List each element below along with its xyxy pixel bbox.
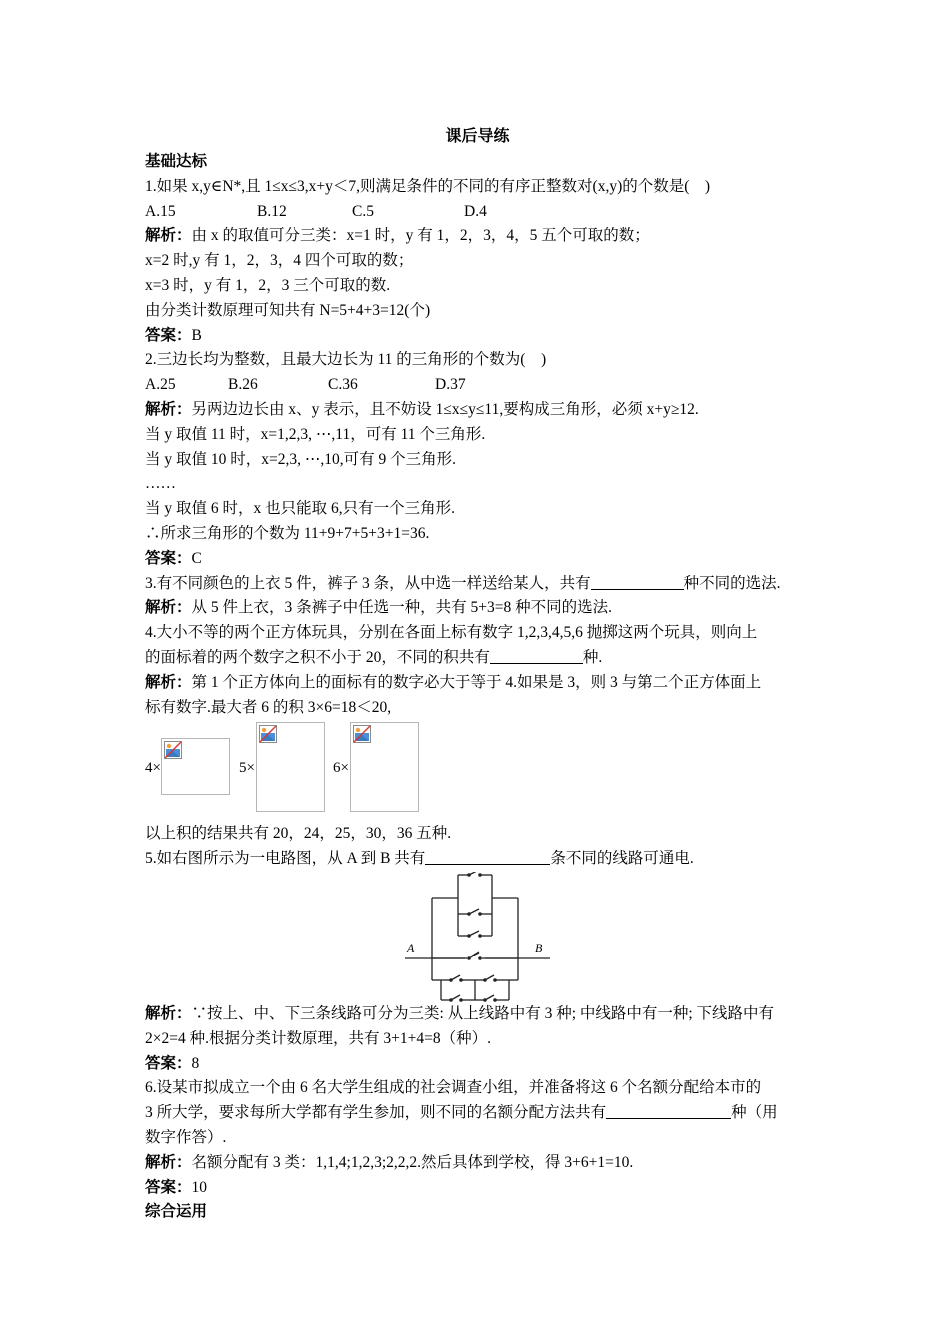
q5-stem-text: 5.如右图所示为一电路图，从 A 到 B 共有 [145, 850, 426, 868]
q4-stem-text-end: 种. [582, 648, 603, 666]
q4-stem-line: 4.大小不等的两个正方体玩具，分别在各面上标有数字 1,2,3,4,5,6 抛掷这两个玩具，则向上 [145, 624, 758, 642]
q4-table-image-placeholder [256, 722, 325, 812]
broken-image-icon [353, 725, 371, 743]
q2-answer-value: C [191, 549, 202, 567]
q4-table-image-placeholder [350, 722, 419, 812]
q3-analysis-text: 从 5 件上衣，3 条裤子中任选一种，共有 5+3=8 种不同的选法. [191, 599, 613, 617]
q6-analysis-line [145, 1151, 810, 1176]
q5-answer [145, 1052, 810, 1077]
q1-analysis-line [145, 224, 810, 249]
q1-option-b: B.12 [257, 202, 287, 220]
answer-label: 答案： [145, 1178, 192, 1196]
q4-analysis-line [145, 671, 810, 696]
q6-stem-text-end: 种（用 [731, 1104, 778, 1122]
q6-answer-blank [606, 1101, 731, 1119]
q5-analysis-line: 2×2=4 种.根据分类计数原理，共有 3+1+4=8（种）. [145, 1029, 491, 1047]
q1-option-d: D.4 [464, 202, 487, 220]
q3-stem-text-end: 种不同的选法. [683, 574, 781, 592]
q1-analysis-line: x=3 时，y 有 1，2，3 三个可取的数. [145, 276, 391, 294]
q1-options [145, 200, 810, 225]
q4-analysis-line: 标有数字.最大者 6 的积 3×6=18＜20, [145, 698, 392, 716]
q5-circuit-diagram [145, 872, 810, 1002]
q1-analysis-line: 由分类计数原理可知共有 N=5+4+3=12(个) [145, 301, 431, 319]
q6-stem-text: 3 所大学，要求每所大学都有学生参加，则不同的名额分配方法共有 [145, 1104, 607, 1122]
analysis-label: 解析： [145, 1153, 192, 1171]
q5-answer-value: 8 [191, 1054, 200, 1072]
answer-label: 答案： [145, 326, 192, 344]
q1-answer-value: B [191, 326, 202, 344]
q4-image-row [145, 722, 810, 822]
q5-answer-blank [425, 847, 550, 865]
q1-answer [145, 324, 810, 349]
q4-table-image-placeholder [161, 738, 230, 795]
q4-analysis-text: 第 1 个正方体向上的面标有的数字必大于等于 4.如果是 3，则 3 与第二个正方体面上 [191, 673, 762, 691]
q6-stem-line [145, 1101, 810, 1126]
q3-stem-text: 3.有不同颜色的上衣 5 件，裤子 3 条，从中选一样送给某人，共有 [145, 574, 591, 592]
analysis-label: 解析： [145, 400, 192, 418]
answer-label: 答案： [145, 1054, 192, 1072]
q5-stem [145, 847, 810, 872]
q2-stem: 2.三边长均为整数，且最大边长为 11 的三角形的个数为( ) [145, 351, 547, 369]
q1-stem: 1.如果 x,y∈N*,且 1≤x≤3,x+y＜7,则满足条件的不同的有序正整数对(x,y)的个数是( ) [145, 177, 711, 195]
q3-stem [145, 572, 810, 597]
broken-image-icon [164, 741, 182, 759]
q2-analysis-line [145, 398, 810, 423]
q4-stem-line [145, 646, 810, 671]
answer-label: 答案： [145, 549, 192, 567]
section-heading-basic: 基础达标 [145, 153, 208, 170]
circuit-label-a: A [407, 940, 415, 955]
q4-result: 以上积的结果共有 20，24，25，30，36 五种. [145, 825, 452, 843]
analysis-label: 解析： [145, 673, 192, 691]
q2-analysis-text: 另两边边长由 x、y 表示，且不妨设 1≤x≤y≤11,要构成三角形，必须 x+y≥12. [191, 400, 699, 418]
q2-analysis-line: …… [145, 475, 176, 493]
q2-option-c: C.36 [328, 376, 358, 394]
q2-option-a: A.25 [145, 376, 176, 394]
q2-answer [145, 547, 810, 572]
q2-analysis-line: 当 y 取值 10 时，x=2,3, ⋯,10,可有 9 个三角形. [145, 450, 456, 468]
q2-options [145, 373, 810, 398]
q2-analysis-line: 当 y 取值 11 时，x=1,2,3, ⋯,11，可有 11 个三角形. [145, 425, 486, 443]
q1-option-c: C.5 [352, 202, 374, 220]
q2-analysis-line: 当 y 取值 6 时，x 也只能取 6,只有一个三角形. [145, 500, 456, 518]
q6-analysis-text: 名额分配有 3 类：1,1,4;1,2,3;2,2,2.然后具体到学校，得 3+6+1=10. [191, 1153, 634, 1171]
broken-image-icon [259, 725, 277, 743]
q4-image-label: 4× [145, 760, 161, 777]
q6-stem-line: 6.设某市拟成立一个由 6 名大学生组成的社会调查小组，并准备将这 6 个名额分配给本市的 [145, 1079, 762, 1097]
q2-option-b: B.26 [228, 376, 258, 394]
q5-analysis-line [145, 1002, 810, 1027]
q6-stem-line: 数字作答）. [145, 1128, 227, 1146]
q1-analysis-text: 由 x 的取值可分三类：x=1 时，y 有 1，2，3，4，5 五个可取的数； [191, 227, 650, 245]
q2-analysis-line: ∴所求三角形的个数为 11+9+7+5+3+1=36. [145, 524, 430, 542]
q5-stem-text-end: 条不同的线路可通电. [550, 850, 694, 868]
circuit-label-b: B [535, 940, 543, 955]
q4-image-label: 6× [333, 760, 349, 777]
q4-stem-text: 的面标着的两个数字之积不小于 20，不同的积共有 [145, 648, 490, 666]
circuit-diagram-svg [403, 872, 553, 1002]
q2-option-d: D.37 [435, 376, 466, 394]
section-heading-comprehensive: 综合运用 [145, 1203, 208, 1221]
q5-analysis-text: ∵按上、中、下三条线路可分为三类: 从上线路中有 3 种; 中线路中有一种; 下线路中有 [191, 1004, 775, 1022]
q3-answer-blank [591, 572, 684, 590]
analysis-label: 解析： [145, 227, 192, 245]
analysis-label: 解析： [145, 599, 192, 617]
analysis-label: 解析： [145, 1004, 192, 1022]
q3-analysis-line [145, 596, 810, 621]
q6-answer [145, 1176, 810, 1201]
q1-analysis-line: x=2 时,y 有 1，2，3，4 四个可取的数； [145, 252, 414, 270]
q4-answer-blank [490, 646, 583, 664]
document-content [145, 124, 810, 1225]
q4-image-label: 5× [239, 760, 255, 777]
q6-answer-value: 10 [191, 1178, 208, 1196]
q1-option-a: A.15 [145, 202, 176, 220]
page-title: 课后导练 [445, 128, 510, 145]
